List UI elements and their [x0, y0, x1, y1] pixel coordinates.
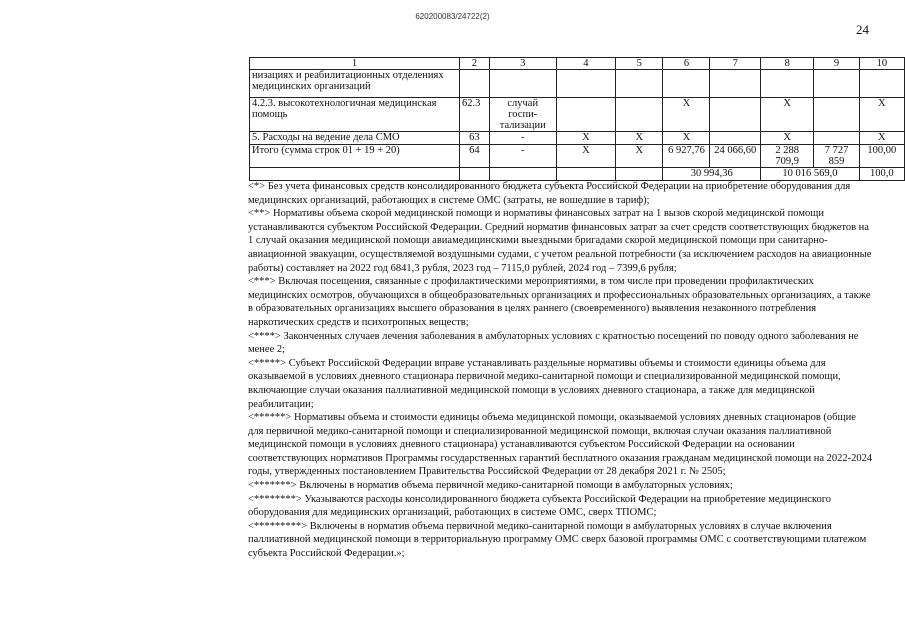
- cell: [616, 168, 663, 181]
- unit: -: [489, 145, 556, 168]
- cell: [710, 98, 761, 132]
- totals-row: [250, 168, 905, 181]
- cell: [460, 70, 490, 98]
- cell: Х: [556, 132, 615, 145]
- cell: 100,00: [859, 145, 904, 168]
- cell: Х: [616, 145, 663, 168]
- col-number: 4: [556, 58, 615, 70]
- cell: 24 066,60: [710, 145, 761, 168]
- col-number: 9: [814, 58, 859, 70]
- table-row: [250, 70, 905, 98]
- footnote: <******> Нормативы объема и стоимости единицы объема медицинской помощи, оказываемой условиях дневных стационаров (общие для первичной медико-санитарной помощи и специализированной медицинской помощи, включая случаи оказания паллиативной медицинской помощи в условиях дневного стационара) устанавливаются субъектом Российской Федерации на основании соответствующих нормативов Программы государственных гарантий бесплатного оказания гражданам медицинской помощи на 2022-2024 годы, утвержденных постановлением Правительства Российской Федерации от 28 декабря 2021 г. № 2505;: [248, 412, 873, 478]
- row-code: 62.3: [460, 98, 490, 132]
- col-number: 2: [460, 58, 490, 70]
- total-amount: 10 016 569,0: [761, 168, 860, 181]
- cell: Х: [556, 145, 615, 168]
- cell: [556, 168, 615, 181]
- row-label: низациях и реабилитационных отделениях медицинских организаций: [250, 70, 460, 98]
- cell: [616, 98, 663, 132]
- unit: -: [489, 132, 556, 145]
- cell: [556, 98, 615, 132]
- col-number: 3: [489, 58, 556, 70]
- cell: [250, 168, 460, 181]
- footnote: <***> Включая посещения, связанные с профилактическими мероприятиями, в том числе при проведении профилактических медицинских осмотров, обучающихся в общеобразовательных организациях и профессиональных образовательных организациях, а также в образовательных организациях высшего образования в целях раннего (своевременного) выявления незаконного потребления наркотических средств и психотропных веществ;: [248, 276, 871, 328]
- footnotes: [248, 180, 873, 561]
- row-code: 64: [460, 145, 490, 168]
- cell: [710, 132, 761, 145]
- cell: [814, 98, 859, 132]
- col-number: 1: [250, 58, 460, 70]
- footnote: <*******> Включены в норматив объема первичной медико-санитарной помощи в амбулаторных условиях;: [248, 480, 733, 492]
- cell: 6 927,76: [663, 145, 710, 168]
- cell: Х: [859, 98, 904, 132]
- row-label: 5. Расходы на ведение дела СМО: [250, 132, 460, 145]
- footnote: <*****> Субъект Российской Федерации вправе устанавливать раздельные нормативы объемы и стоимости единицы объема для оказываемой в условиях дневного стационара первичной медико-санитарной помощи и специализированной медицинской помощи, включающие случаи оказания паллиативной медицинской помощи в условиях дневного стационара, а также для медицинской реабилитации;: [248, 357, 841, 410]
- cell: [710, 70, 761, 98]
- footnote: <**> Нормативы объема скорой медицинской помощи и нормативы финансовых затрат на 1 вызов скорой медицинской помощи устанавливаются субъектом Российской Федерации. Средний норматив финансовых затрат за счет средств соответствующих бюджетов на 1 случай оказания медицинской помощи авиамедицинскими выездными бригадами скорой медицинской помощи при санитарно-авиационной эвакуации, осуществляемой воздушными судами, с учетом реальной потребности (за исключением расходов на авиационные работы) составляет на 2022 год 6841,3 рубля, 2023 год – 7115,0 рублей, 2024 год – 7399,6 рубля;: [248, 208, 872, 274]
- document-id: 620200083/24722(2): [415, 12, 490, 21]
- total-per-capita: 30 994,36: [663, 168, 761, 181]
- unit: случай госпи-тализации: [489, 98, 556, 132]
- cell: [489, 168, 556, 181]
- row-code: 63: [460, 132, 490, 145]
- cell: Х: [761, 98, 814, 132]
- financing-table: [249, 57, 905, 181]
- cell: [556, 70, 615, 98]
- cell: [663, 70, 710, 98]
- cell: [859, 70, 904, 98]
- cell: [460, 168, 490, 181]
- footnote: <****> Законченных случаев лечения заболевания в амбулаторных условиях с кратностью посещений по поводу одного заболевания не менее 2;: [248, 330, 859, 356]
- cell: [489, 70, 556, 98]
- footnote: <********> Указываются расходы консолидированного бюджета субъекта Российской Федерации на приобретение медицинского оборудования для медицинских организаций, работающих в системе ОМС, сверх ТПОМС;: [248, 493, 832, 519]
- table-row: [250, 132, 905, 145]
- cell: Х: [616, 132, 663, 145]
- cell: [814, 70, 859, 98]
- cell: [761, 70, 814, 98]
- cell: [814, 132, 859, 145]
- cell: Х: [859, 132, 904, 145]
- cell: [616, 70, 663, 98]
- cell: 7 727 859: [814, 145, 859, 168]
- col-number: 5: [616, 58, 663, 70]
- col-number: 8: [761, 58, 814, 70]
- col-number: 10: [859, 58, 904, 70]
- col-number: 7: [710, 58, 761, 70]
- cell: Х: [663, 98, 710, 132]
- col-number: 6: [663, 58, 710, 70]
- table-row: [250, 145, 905, 168]
- row-label: 4.2.3. высокотехнологичная медицинская помощь: [250, 98, 460, 132]
- row-label: Итого (сумма строк 01 + 19 + 20): [250, 145, 460, 168]
- cell: Х: [761, 132, 814, 145]
- cell: Х: [663, 132, 710, 145]
- table-row: [250, 98, 905, 132]
- column-number-row: [250, 58, 905, 70]
- total-percent: 100,0: [859, 168, 904, 181]
- cell: 2 288 709,9: [761, 145, 814, 168]
- footnote: <*> Без учета финансовых средств консолидированного бюджета субъекта Российской Федерации на приобретение оборудования для медицинских организаций, работающих в системе ОМС (затраты, не вошедшие в тариф);: [248, 181, 851, 206]
- footnote: <*********> Включены в норматив объема первичной медико-санитарной помощи в амбулаторных условиях в случае включения паллиативной медицинской помощи в территориальную программу ОМС сверх базовой программы ОМС с соответствующими платежом субъекта Российской Федерации.»;: [248, 520, 867, 560]
- page-number: 24: [856, 22, 869, 37]
